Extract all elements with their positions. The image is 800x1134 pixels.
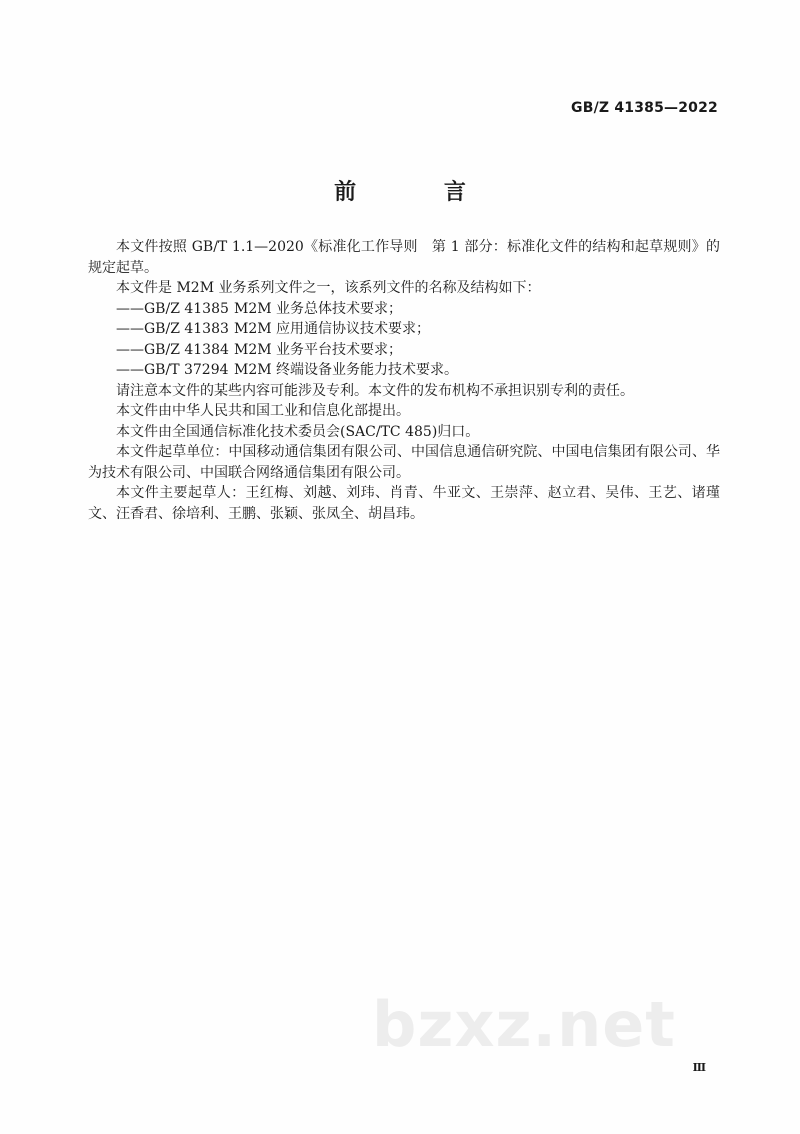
paragraph-drafters: 本文件主要起草人：王红梅、刘越、刘玮、肖青、牛亚文、王崇萍、赵立君、吴伟、王艺、诸瑾文、汪香君、徐培利、王鹏、张颖、张凤全、胡昌玮。 — [88, 485, 720, 522]
list-item — [116, 319, 720, 340]
list-item — [116, 299, 720, 320]
paragraph-drafting-units: 本文件起草单位：中国移动通信集团有限公司、中国信息通信研究院、中国电信集团有限公司、华为技术有限公司、中国联合网络通信集团有限公司。 — [88, 444, 720, 481]
watermark: bzxz.net — [372, 988, 676, 1061]
paragraph-series-intro: 本文件是 M2M 业务系列文件之一，该系列文件的名称及结构如下： — [116, 280, 541, 296]
list-item-name: M2M 业务平台技术要求； — [234, 341, 403, 358]
list-item-code: ——GB/Z 41383 — [116, 321, 229, 337]
foreword-body — [88, 237, 720, 524]
paragraph-centralized-by: 本文件由全国通信标准化技术委员会(SAC/TC 485)归口。 — [116, 423, 480, 440]
list-item-name: M2M 应用通信协议技术要求； — [234, 321, 431, 337]
standard-number: GB/Z 41385—2022 — [571, 100, 718, 116]
paragraph-drafting-rules: 本文件按照 GB/T 1.1—2020《标准化工作导则 第 1 部分：标准化文件的结构和起草规则》的规定起草。 — [88, 239, 720, 276]
list-item — [116, 340, 720, 361]
list-item-name: M2M 终端设备业务能力技术要求。 — [234, 362, 459, 378]
page-number: Ⅲ — [692, 1061, 706, 1074]
list-item-name: M2M 业务总体技术要求； — [234, 300, 403, 317]
page-title: 前 言 — [334, 180, 506, 205]
list-item-code: ——GB/Z 41384 — [116, 341, 229, 358]
series-list — [88, 299, 720, 381]
paragraph-patent-notice: 请注意本文件的某些内容可能涉及专利。本文件的发布机构不承担识别专利的责任。 — [116, 382, 634, 399]
list-item-code: ——GB/Z 41385 — [116, 300, 229, 317]
paragraph-proposed-by: 本文件由中华人民共和国工业和信息化部提出。 — [116, 403, 410, 419]
list-item-code: ——GB/T 37294 — [116, 362, 229, 378]
list-item — [116, 360, 720, 381]
